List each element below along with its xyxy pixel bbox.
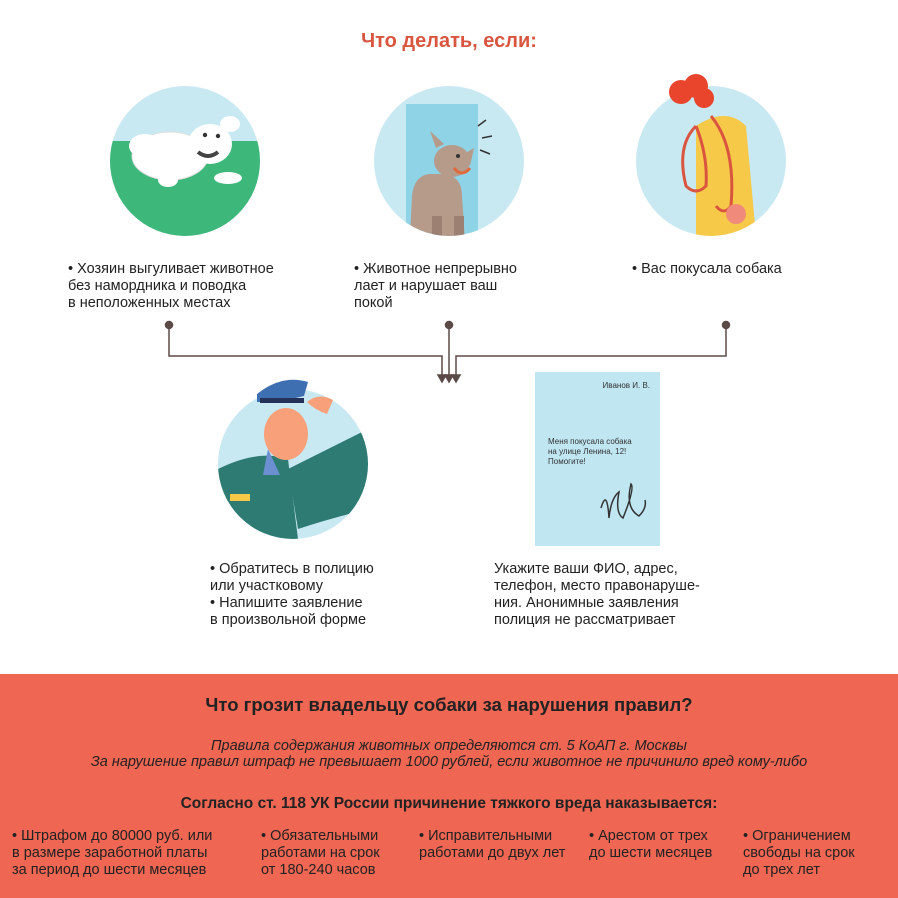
connector-lines bbox=[0, 0, 898, 400]
penalties-section bbox=[0, 674, 898, 898]
penalty-item: • Ограничением свободы на срок до трех лет bbox=[743, 828, 855, 878]
signature-icon bbox=[595, 478, 655, 528]
action-caption-police: • Обратитесь в полицию или участковому • Напишите заявление в произвольной форме bbox=[210, 561, 374, 628]
salute-hand-icon bbox=[305, 392, 335, 427]
action-caption-statement: Укажите ваши ФИО, адрес, телефон, место правонаруше- ния. Анонимные заявления полиция не рассматривает bbox=[494, 561, 700, 628]
rules-note: Правила содержания животных определяются ст. 5 КоАП г. Москвы bbox=[211, 738, 687, 754]
case-caption-walking: • Хозяин выгуливает животное без намордника и поводка в неположенных местах bbox=[68, 261, 274, 311]
case-caption-barking: • Животное непрерывно лает и нарушает ваш покой bbox=[354, 261, 517, 311]
police-cap-icon bbox=[252, 372, 312, 417]
statement-paper bbox=[535, 372, 660, 546]
penalty-item: • Исправительными работами до двух лет bbox=[419, 828, 566, 861]
paper-author: Иванов И. В. bbox=[602, 381, 650, 390]
penalties-title: Что грозит владельцу собаки за нарушения правил? bbox=[205, 694, 693, 715]
penalty-item: • Арестом от трех до шести месяцев bbox=[589, 828, 713, 861]
case-caption-bitten: • Вас покусала собака bbox=[632, 261, 782, 277]
penalty-item: • Обязательными работами на срок от 180-240 часов bbox=[261, 828, 380, 878]
penalty-item: • Штрафом до 80000 руб. или в размере заработной платы за период до шести месяцев bbox=[12, 828, 213, 878]
penalties-subtitle: Согласно ст. 118 УК России причинение тяжкого вреда наказывается: bbox=[180, 795, 718, 812]
paper-body: Меня покусала собака на улице Ленина, 12! Помогите! bbox=[548, 437, 632, 466]
page-title: Что делать, если: bbox=[361, 30, 537, 52]
fine-note: За нарушение правил штраф не превышает 1000 рублей, если животное не причинило вред кому-либо bbox=[90, 754, 808, 770]
